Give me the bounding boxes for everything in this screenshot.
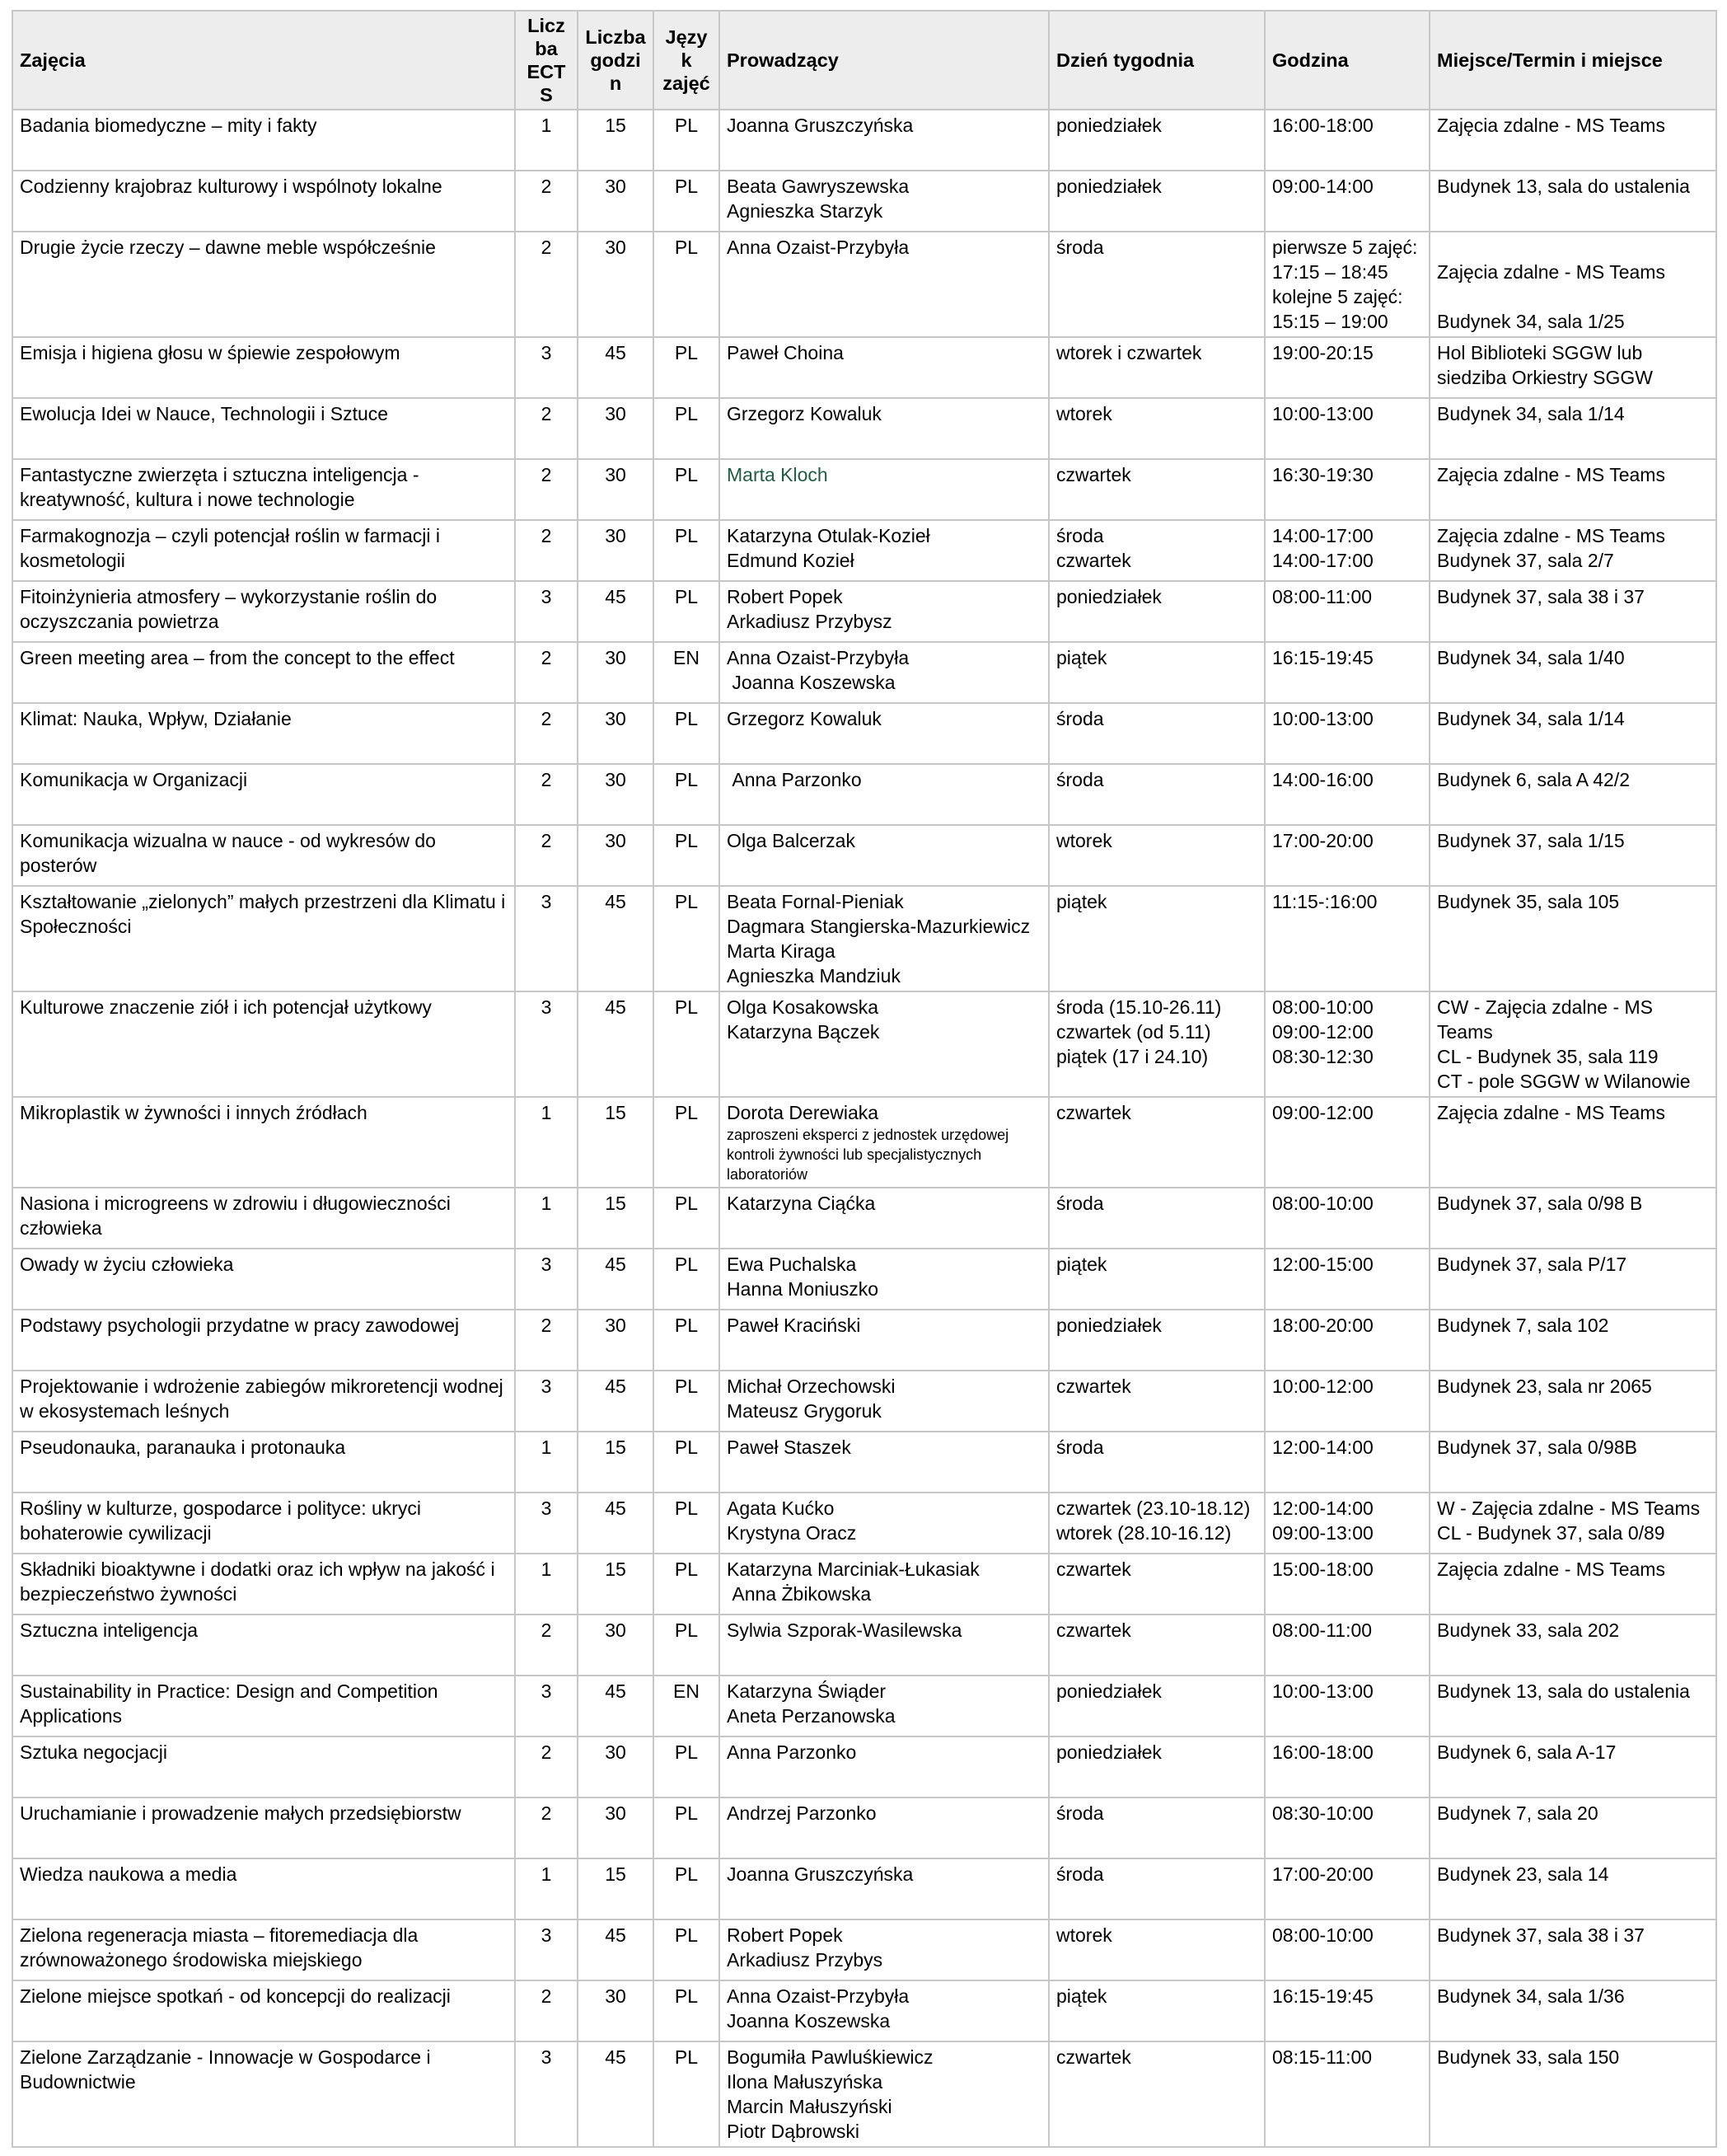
cell-godziny: 30 — [578, 232, 653, 337]
cell-miejsce: Budynek 37, sala 0/98 B — [1430, 1188, 1716, 1249]
table-row — [12, 110, 1716, 171]
cell-godziny: 45 — [578, 581, 653, 642]
cell-godzina: 14:00-16:00 — [1265, 764, 1430, 825]
cell-prowadzacy: Beata Fornal-Pieniak Dagmara Stangierska-Mazurkiewicz Marta Kiraga Agnieszka Mandziuk — [719, 886, 1049, 991]
cell-prowadzacy: Joanna Gruszczyńska — [719, 110, 1049, 171]
cell-zajecia: Zielone Zarządzanie - Innowacje w Gospodarce i Budownictwie — [12, 2041, 515, 2147]
column-header-miejsce: Miejsce/Termin i miejsce — [1430, 11, 1716, 110]
cell-godzina: 12:00-15:00 — [1265, 1249, 1430, 1310]
cell-dzien: poniedziałek — [1049, 110, 1265, 171]
cell-dzien: poniedziałek — [1049, 1737, 1265, 1797]
cell-godzina: 12:00-14:00 09:00-13:00 — [1265, 1493, 1430, 1554]
cell-godziny: 30 — [578, 398, 653, 459]
cell-zajecia: Zielone miejsce spotkań - od koncepcji do realizacji — [12, 1980, 515, 2041]
table-row — [12, 886, 1716, 991]
cell-dzien: poniedziałek — [1049, 171, 1265, 232]
cell-zajecia: Owady w życiu człowieka — [12, 1249, 515, 1310]
cell-miejsce: Zajęcia zdalne - MS Teams — [1430, 459, 1716, 520]
cell-ects: 2 — [515, 232, 578, 337]
column-header-godziny: Liczba godzin — [578, 11, 653, 110]
column-header-dzien: Dzień tygodnia — [1049, 11, 1265, 110]
cell-ects: 3 — [515, 1676, 578, 1737]
cell-jezyk: PL — [653, 110, 719, 171]
cell-godziny: 15 — [578, 1097, 653, 1188]
table-row — [12, 1980, 1716, 2041]
cell-jezyk: PL — [653, 581, 719, 642]
cell-zajecia: Badania biomedyczne – mity i fakty — [12, 110, 515, 171]
cell-miejsce: Budynek 6, sala A-17 — [1430, 1737, 1716, 1797]
cell-zajecia: Ewolucja Idei w Nauce, Technologii i Sztuce — [12, 398, 515, 459]
cell-miejsce: Zajęcia zdalne - MS Teams — [1430, 110, 1716, 171]
cell-godzina: 15:00-18:00 — [1265, 1554, 1430, 1615]
cell-miejsce: Budynek 35, sala 105 — [1430, 886, 1716, 991]
cell-prowadzacy: Joanna Gruszczyńska — [719, 1858, 1049, 1919]
cell-ects: 2 — [515, 1797, 578, 1858]
cell-miejsce: Budynek 33, sala 202 — [1430, 1615, 1716, 1676]
table-row — [12, 1097, 1716, 1188]
cell-zajecia: Sztuka negocjacji — [12, 1737, 515, 1797]
cell-godzina: 19:00-20:15 — [1265, 337, 1430, 398]
cell-dzien: środa — [1049, 1432, 1265, 1493]
cell-jezyk: PL — [653, 337, 719, 398]
table-row — [12, 581, 1716, 642]
cell-ects: 1 — [515, 1188, 578, 1249]
table-row — [12, 1310, 1716, 1371]
cell-miejsce: Budynek 37, sala 0/98B — [1430, 1432, 1716, 1493]
cell-prowadzacy: Anna Parzonko — [719, 1737, 1049, 1797]
cell-zajecia: Projektowanie i wdrożenie zabiegów mikroretencji wodnej w ekosystemach leśnych — [12, 1371, 515, 1432]
cell-prowadzacy: Anna Ozaist-Przybyła — [719, 232, 1049, 337]
cell-dzien: czwartek — [1049, 459, 1265, 520]
cell-jezyk: PL — [653, 398, 719, 459]
cell-ects: 1 — [515, 1554, 578, 1615]
cell-godziny: 45 — [578, 1919, 653, 1980]
cell-prowadzacy: Michał Orzechowski Mateusz Grygoruk — [719, 1371, 1049, 1432]
cell-prowadzacy: Andrzej Parzonko — [719, 1797, 1049, 1858]
cell-miejsce: Budynek 7, sala 102 — [1430, 1310, 1716, 1371]
cell-miejsce: Budynek 34, sala 1/36 — [1430, 1980, 1716, 2041]
cell-zajecia: Codzienny krajobraz kulturowy i wspólnoty lokalne — [12, 171, 515, 232]
cell-prowadzacy: Grzegorz Kowaluk — [719, 703, 1049, 764]
cell-zajecia: Sustainability in Practice: Design and Competition Applications — [12, 1676, 515, 1737]
cell-godziny: 30 — [578, 1615, 653, 1676]
table-row — [12, 1554, 1716, 1615]
cell-jezyk: PL — [653, 1188, 719, 1249]
table-row — [12, 520, 1716, 581]
cell-godziny: 45 — [578, 1493, 653, 1554]
cell-miejsce: Zajęcia zdalne - MS Teams — [1430, 1097, 1716, 1188]
cell-jezyk: PL — [653, 1615, 719, 1676]
cell-zajecia: Kulturowe znaczenie ziół i ich potencjał użytkowy — [12, 991, 515, 1097]
cell-dzien: środa (15.10-26.11) czwartek (od 5.11) piątek (17 i 24.10) — [1049, 991, 1265, 1097]
cell-miejsce: W - Zajęcia zdalne - MS Teams CL - Budynek 37, sala 0/89 — [1430, 1493, 1716, 1554]
cell-miejsce: Zajęcia zdalne - MS Teams — [1430, 1554, 1716, 1615]
cell-zajecia: Uruchamianie i prowadzenie małych przedsiębiorstw — [12, 1797, 515, 1858]
cell-godziny: 30 — [578, 1310, 653, 1371]
cell-dzien: poniedziałek — [1049, 1310, 1265, 1371]
cell-jezyk: PL — [653, 171, 719, 232]
cell-dzien: środa czwartek — [1049, 520, 1265, 581]
cell-dzien: środa — [1049, 232, 1265, 337]
cell-godzina: 08:00-10:00 — [1265, 1188, 1430, 1249]
cell-prowadzacy: Katarzyna Ciąćka — [719, 1188, 1049, 1249]
cell-godzina: 12:00-14:00 — [1265, 1432, 1430, 1493]
cell-godzina: 16:30-19:30 — [1265, 459, 1430, 520]
cell-jezyk: PL — [653, 1797, 719, 1858]
cell-miejsce: Budynek 37, sala 38 i 37 — [1430, 581, 1716, 642]
cell-godziny: 45 — [578, 2041, 653, 2147]
cell-ects: 2 — [515, 825, 578, 886]
cell-ects: 3 — [515, 2041, 578, 2147]
cell-ects: 2 — [515, 459, 578, 520]
cell-godzina: 09:00-12:00 — [1265, 1097, 1430, 1188]
cell-dzien: wtorek — [1049, 1919, 1265, 1980]
cell-dzien: środa — [1049, 1188, 1265, 1249]
cell-zajecia: Wiedza naukowa a media — [12, 1858, 515, 1919]
cell-ects: 2 — [515, 1310, 578, 1371]
header-row — [12, 11, 1716, 110]
cell-miejsce: Budynek 13, sala do ustalenia — [1430, 171, 1716, 232]
cell-godziny: 30 — [578, 459, 653, 520]
cell-ects: 1 — [515, 1432, 578, 1493]
cell-jezyk: PL — [653, 1919, 719, 1980]
table-row — [12, 1797, 1716, 1858]
cell-jezyk: PL — [653, 1371, 719, 1432]
column-header-zajecia: Zajęcia — [12, 11, 515, 110]
table-row — [12, 764, 1716, 825]
cell-jezyk: PL — [653, 1310, 719, 1371]
cell-dzien: czwartek — [1049, 1554, 1265, 1615]
cell-prowadzacy: Beata Gawryszewska Agnieszka Starzyk — [719, 171, 1049, 232]
cell-prowadzacy: Bogumiła Pawluśkiewicz Ilona Małuszyńska Marcin Małuszyński Piotr Dąbrowski — [719, 2041, 1049, 2147]
cell-zajecia: Drugie życie rzeczy – dawne meble współcześnie — [12, 232, 515, 337]
cell-miejsce: Budynek 7, sala 20 — [1430, 1797, 1716, 1858]
cell-jezyk: PL — [653, 2041, 719, 2147]
column-header-ects: Liczba ECTS — [515, 11, 578, 110]
cell-godziny: 15 — [578, 1858, 653, 1919]
cell-zajecia: Zielona regeneracja miasta – fitoremediacja dla zrównoważonego środowiska miejskiego — [12, 1919, 515, 1980]
cell-zajecia: Komunikacja wizualna w nauce - od wykresów do posterów — [12, 825, 515, 886]
cell-dzien: wtorek — [1049, 825, 1265, 886]
table-row — [12, 1858, 1716, 1919]
table-row — [12, 232, 1716, 337]
cell-godziny: 30 — [578, 171, 653, 232]
cell-godziny: 30 — [578, 520, 653, 581]
table-row — [12, 991, 1716, 1097]
cell-jezyk: PL — [653, 1249, 719, 1310]
cell-prowadzacy: Paweł Choina — [719, 337, 1049, 398]
cell-godzina: pierwsze 5 zajęć: 17:15 – 18:45 kolejne 5 zajęć: 15:15 – 19:00 — [1265, 232, 1430, 337]
cell-miejsce: Budynek 37, sala 38 i 37 — [1430, 1919, 1716, 1980]
cell-dzien: czwartek (23.10-18.12) wtorek (28.10-16.12) — [1049, 1493, 1265, 1554]
cell-ects: 2 — [515, 642, 578, 703]
cell-jezyk: PL — [653, 764, 719, 825]
cell-prowadzacy: Ewa Puchalska Hanna Moniuszko — [719, 1249, 1049, 1310]
cell-godziny: 30 — [578, 642, 653, 703]
cell-godziny: 30 — [578, 703, 653, 764]
cell-miejsce: Budynek 37, sala 1/15 — [1430, 825, 1716, 886]
cell-miejsce: Budynek 23, sala nr 2065 — [1430, 1371, 1716, 1432]
cell-jezyk: PL — [653, 886, 719, 991]
cell-godzina: 08:30-10:00 — [1265, 1797, 1430, 1858]
table-row — [12, 1919, 1716, 1980]
cell-zajecia: Green meeting area – from the concept to the effect — [12, 642, 515, 703]
cell-prowadzacy: Paweł Staszek — [719, 1432, 1049, 1493]
cell-jezyk: EN — [653, 642, 719, 703]
cell-godzina: 08:00-10:00 09:00-12:00 08:30-12:30 — [1265, 991, 1430, 1097]
cell-jezyk: PL — [653, 1554, 719, 1615]
cell-miejsce: Budynek 37, sala P/17 — [1430, 1249, 1716, 1310]
table-row — [12, 1493, 1716, 1554]
cell-prowadzacy: Dorota Derewiaka zaproszeni eksperci z jednostek urzędowej kontroli żywności lub specjalistycznych laboratoriów — [719, 1097, 1049, 1188]
cell-zajecia: Składniki bioaktywne i dodatki oraz ich wpływ na jakość i bezpieczeństwo żywności — [12, 1554, 515, 1615]
cell-prowadzacy: Katarzyna Świąder Aneta Perzanowska — [719, 1676, 1049, 1737]
cell-godziny: 45 — [578, 337, 653, 398]
cell-godziny: 45 — [578, 991, 653, 1097]
table-row — [12, 337, 1716, 398]
table-row — [12, 171, 1716, 232]
cell-dzien: czwartek — [1049, 2041, 1265, 2147]
cell-godziny: 30 — [578, 1737, 653, 1797]
cell-prowadzacy: Olga Balcerzak — [719, 825, 1049, 886]
cell-dzien: czwartek — [1049, 1097, 1265, 1188]
cell-jezyk: EN — [653, 1676, 719, 1737]
cell-prowadzacy: Paweł Kraciński — [719, 1310, 1049, 1371]
cell-godzina: 18:00-20:00 — [1265, 1310, 1430, 1371]
cell-ects: 2 — [515, 171, 578, 232]
table-row — [12, 1737, 1716, 1797]
cell-prowadzacy: Katarzyna Marciniak-Łukasiak Anna Żbikowska — [719, 1554, 1049, 1615]
cell-jezyk: PL — [653, 991, 719, 1097]
cell-zajecia: Mikroplastik w żywności i innych źródłach — [12, 1097, 515, 1188]
cell-dzien: wtorek — [1049, 398, 1265, 459]
column-header-jezyk: Język zajęć — [653, 11, 719, 110]
cell-miejsce: Hol Biblioteki SGGW lub siedziba Orkiestry SGGW — [1430, 337, 1716, 398]
cell-miejsce: Budynek 34, sala 1/14 — [1430, 703, 1716, 764]
cell-jezyk: PL — [653, 1432, 719, 1493]
cell-godzina: 10:00-13:00 — [1265, 1676, 1430, 1737]
table-row — [12, 1249, 1716, 1310]
cell-prowadzacy: Anna Ozaist-Przybyła Joanna Koszewska — [719, 1980, 1049, 2041]
cell-zajecia: Farmakognozja – czyli potencjał roślin w farmacji i kosmetologii — [12, 520, 515, 581]
cell-ects: 1 — [515, 1858, 578, 1919]
cell-jezyk: PL — [653, 1980, 719, 2041]
cell-godzina: 08:00-11:00 — [1265, 1615, 1430, 1676]
cell-ects: 3 — [515, 581, 578, 642]
cell-miejsce: Zajęcia zdalne - MS Teams Budynek 34, sala 1/25 — [1430, 232, 1716, 337]
cell-godzina: 08:00-11:00 — [1265, 581, 1430, 642]
cell-jezyk: PL — [653, 1858, 719, 1919]
cell-godzina: 11:15-:16:00 — [1265, 886, 1430, 991]
cell-dzien: wtorek i czwartek — [1049, 337, 1265, 398]
cell-miejsce: CW - Zajęcia zdalne - MS Teams CL - Budynek 35, sala 119 CT - pole SGGW w Wilanowie — [1430, 991, 1716, 1097]
cell-zajecia: Fitoinżynieria atmosfery – wykorzystanie roślin do oczyszczania powietrza — [12, 581, 515, 642]
cell-zajecia: Pseudonauka, paranauka i protonauka — [12, 1432, 515, 1493]
cell-dzien: środa — [1049, 1797, 1265, 1858]
cell-dzien: środa — [1049, 703, 1265, 764]
cell-godziny: 30 — [578, 1797, 653, 1858]
cell-ects: 2 — [515, 764, 578, 825]
cell-ects: 2 — [515, 1980, 578, 2041]
cell-zajecia: Komunikacja w Organizacji — [12, 764, 515, 825]
cell-dzien: środa — [1049, 764, 1265, 825]
cell-dzien: piątek — [1049, 1980, 1265, 2041]
table-row — [12, 1615, 1716, 1676]
cell-godzina: 16:15-19:45 — [1265, 642, 1430, 703]
cell-zajecia: Nasiona i microgreens w zdrowiu i długowieczności człowieka — [12, 1188, 515, 1249]
cell-ects: 3 — [515, 991, 578, 1097]
cell-godziny: 45 — [578, 886, 653, 991]
cell-ects: 3 — [515, 1249, 578, 1310]
table-row — [12, 459, 1716, 520]
cell-godziny: 45 — [578, 1676, 653, 1737]
cell-ects: 2 — [515, 703, 578, 764]
cell-dzien: czwartek — [1049, 1371, 1265, 1432]
cell-prowadzacy: Agata Kućko Krystyna Oracz — [719, 1493, 1049, 1554]
cell-ects: 3 — [515, 1493, 578, 1554]
table-row — [12, 825, 1716, 886]
cell-godziny: 15 — [578, 1554, 653, 1615]
cell-dzien: poniedziałek — [1049, 1676, 1265, 1737]
cell-godziny: 15 — [578, 1188, 653, 1249]
cell-godzina: 16:15-19:45 — [1265, 1980, 1430, 2041]
cell-ects: 3 — [515, 886, 578, 991]
cell-jezyk: PL — [653, 520, 719, 581]
cell-prowadzacy: Olga Kosakowska Katarzyna Bączek — [719, 991, 1049, 1097]
cell-prowadzacy: Robert Popek Arkadiusz Przybys — [719, 1919, 1049, 1980]
cell-godziny: 30 — [578, 764, 653, 825]
cell-dzien: piątek — [1049, 1249, 1265, 1310]
cell-dzien: poniedziałek — [1049, 581, 1265, 642]
cell-godziny: 30 — [578, 825, 653, 886]
cell-zajecia: Sztuczna inteligencja — [12, 1615, 515, 1676]
cell-jezyk: PL — [653, 1493, 719, 1554]
course-table-body — [12, 110, 1716, 2147]
cell-prowadzacy: Robert Popek Arkadiusz Przybysz — [719, 581, 1049, 642]
cell-jezyk: PL — [653, 703, 719, 764]
cell-prowadzacy: Anna Parzonko — [719, 764, 1049, 825]
cell-ects: 2 — [515, 1615, 578, 1676]
cell-jezyk: PL — [653, 232, 719, 337]
cell-godzina: 09:00-14:00 — [1265, 171, 1430, 232]
cell-jezyk: PL — [653, 459, 719, 520]
table-row — [12, 1188, 1716, 1249]
cell-zajecia: Klimat: Nauka, Wpływ, Działanie — [12, 703, 515, 764]
cell-jezyk: PL — [653, 1097, 719, 1188]
cell-ects: 2 — [515, 398, 578, 459]
cell-godziny: 15 — [578, 1432, 653, 1493]
cell-zajecia: Emisja i higiena głosu w śpiewie zespołowym — [12, 337, 515, 398]
cell-godzina: 08:00-10:00 — [1265, 1919, 1430, 1980]
cell-zajecia: Kształtowanie „zielonych” małych przestrzeni dla Klimatu i Społeczności — [12, 886, 515, 991]
cell-prowadzacy: Marta Kloch — [719, 459, 1049, 520]
cell-ects: 1 — [515, 1097, 578, 1188]
cell-miejsce: Zajęcia zdalne - MS Teams Budynek 37, sala 2/7 — [1430, 520, 1716, 581]
cell-prowadzacy: Katarzyna Otulak-Kozieł Edmund Kozieł — [719, 520, 1049, 581]
course-table — [12, 10, 1717, 2148]
cell-godzina: 16:00-18:00 — [1265, 1737, 1430, 1797]
cell-godzina: 10:00-13:00 — [1265, 703, 1430, 764]
cell-ects: 2 — [515, 520, 578, 581]
cell-godzina: 14:00-17:00 14:00-17:00 — [1265, 520, 1430, 581]
cell-dzien: czwartek — [1049, 1615, 1265, 1676]
cell-godziny: 45 — [578, 1249, 653, 1310]
cell-jezyk: PL — [653, 1737, 719, 1797]
cell-miejsce: Budynek 34, sala 1/14 — [1430, 398, 1716, 459]
cell-godzina: 17:00-20:00 — [1265, 1858, 1430, 1919]
cell-miejsce: Budynek 6, sala A 42/2 — [1430, 764, 1716, 825]
cell-godzina: 17:00-20:00 — [1265, 825, 1430, 886]
cell-godzina: 10:00-13:00 — [1265, 398, 1430, 459]
column-header-prowadzacy: Prowadzący — [719, 11, 1049, 110]
cell-ects: 3 — [515, 1371, 578, 1432]
cell-dzien: środa — [1049, 1858, 1265, 1919]
cell-prowadzacy: Sylwia Szporak-Wasilewska — [719, 1615, 1049, 1676]
cell-miejsce: Budynek 34, sala 1/40 — [1430, 642, 1716, 703]
cell-miejsce: Budynek 33, sala 150 — [1430, 2041, 1716, 2147]
cell-dzien: piątek — [1049, 642, 1265, 703]
cell-ects: 2 — [515, 1737, 578, 1797]
cell-godziny: 15 — [578, 110, 653, 171]
column-header-godzina: Godzina — [1265, 11, 1430, 110]
cell-dzien: piątek — [1049, 886, 1265, 991]
cell-godziny: 45 — [578, 1371, 653, 1432]
table-row — [12, 2041, 1716, 2147]
cell-godzina: 08:15-11:00 — [1265, 2041, 1430, 2147]
cell-prowadzacy: Anna Ozaist-Przybyła Joanna Koszewska — [719, 642, 1049, 703]
table-row — [12, 1432, 1716, 1493]
cell-zajecia: Rośliny w kulturze, gospodarce i polityce: ukryci bohaterowie cywilizacji — [12, 1493, 515, 1554]
cell-ects: 3 — [515, 337, 578, 398]
cell-miejsce: Budynek 23, sala 14 — [1430, 1858, 1716, 1919]
table-row — [12, 1676, 1716, 1737]
cell-ects: 1 — [515, 110, 578, 171]
table-row — [12, 642, 1716, 703]
cell-jezyk: PL — [653, 825, 719, 886]
cell-zajecia: Fantastyczne zwierzęta i sztuczna inteligencja - kreatywność, kultura i nowe technologie — [12, 459, 515, 520]
cell-prowadzacy: Grzegorz Kowaluk — [719, 398, 1049, 459]
cell-godzina: 16:00-18:00 — [1265, 110, 1430, 171]
table-row — [12, 1371, 1716, 1432]
cell-zajecia: Podstawy psychologii przydatne w pracy zawodowej — [12, 1310, 515, 1371]
cell-ects: 3 — [515, 1919, 578, 1980]
cell-godziny: 30 — [578, 1980, 653, 2041]
table-row — [12, 398, 1716, 459]
cell-miejsce: Budynek 13, sala do ustalenia — [1430, 1676, 1716, 1737]
cell-godzina: 10:00-12:00 — [1265, 1371, 1430, 1432]
table-row — [12, 703, 1716, 764]
